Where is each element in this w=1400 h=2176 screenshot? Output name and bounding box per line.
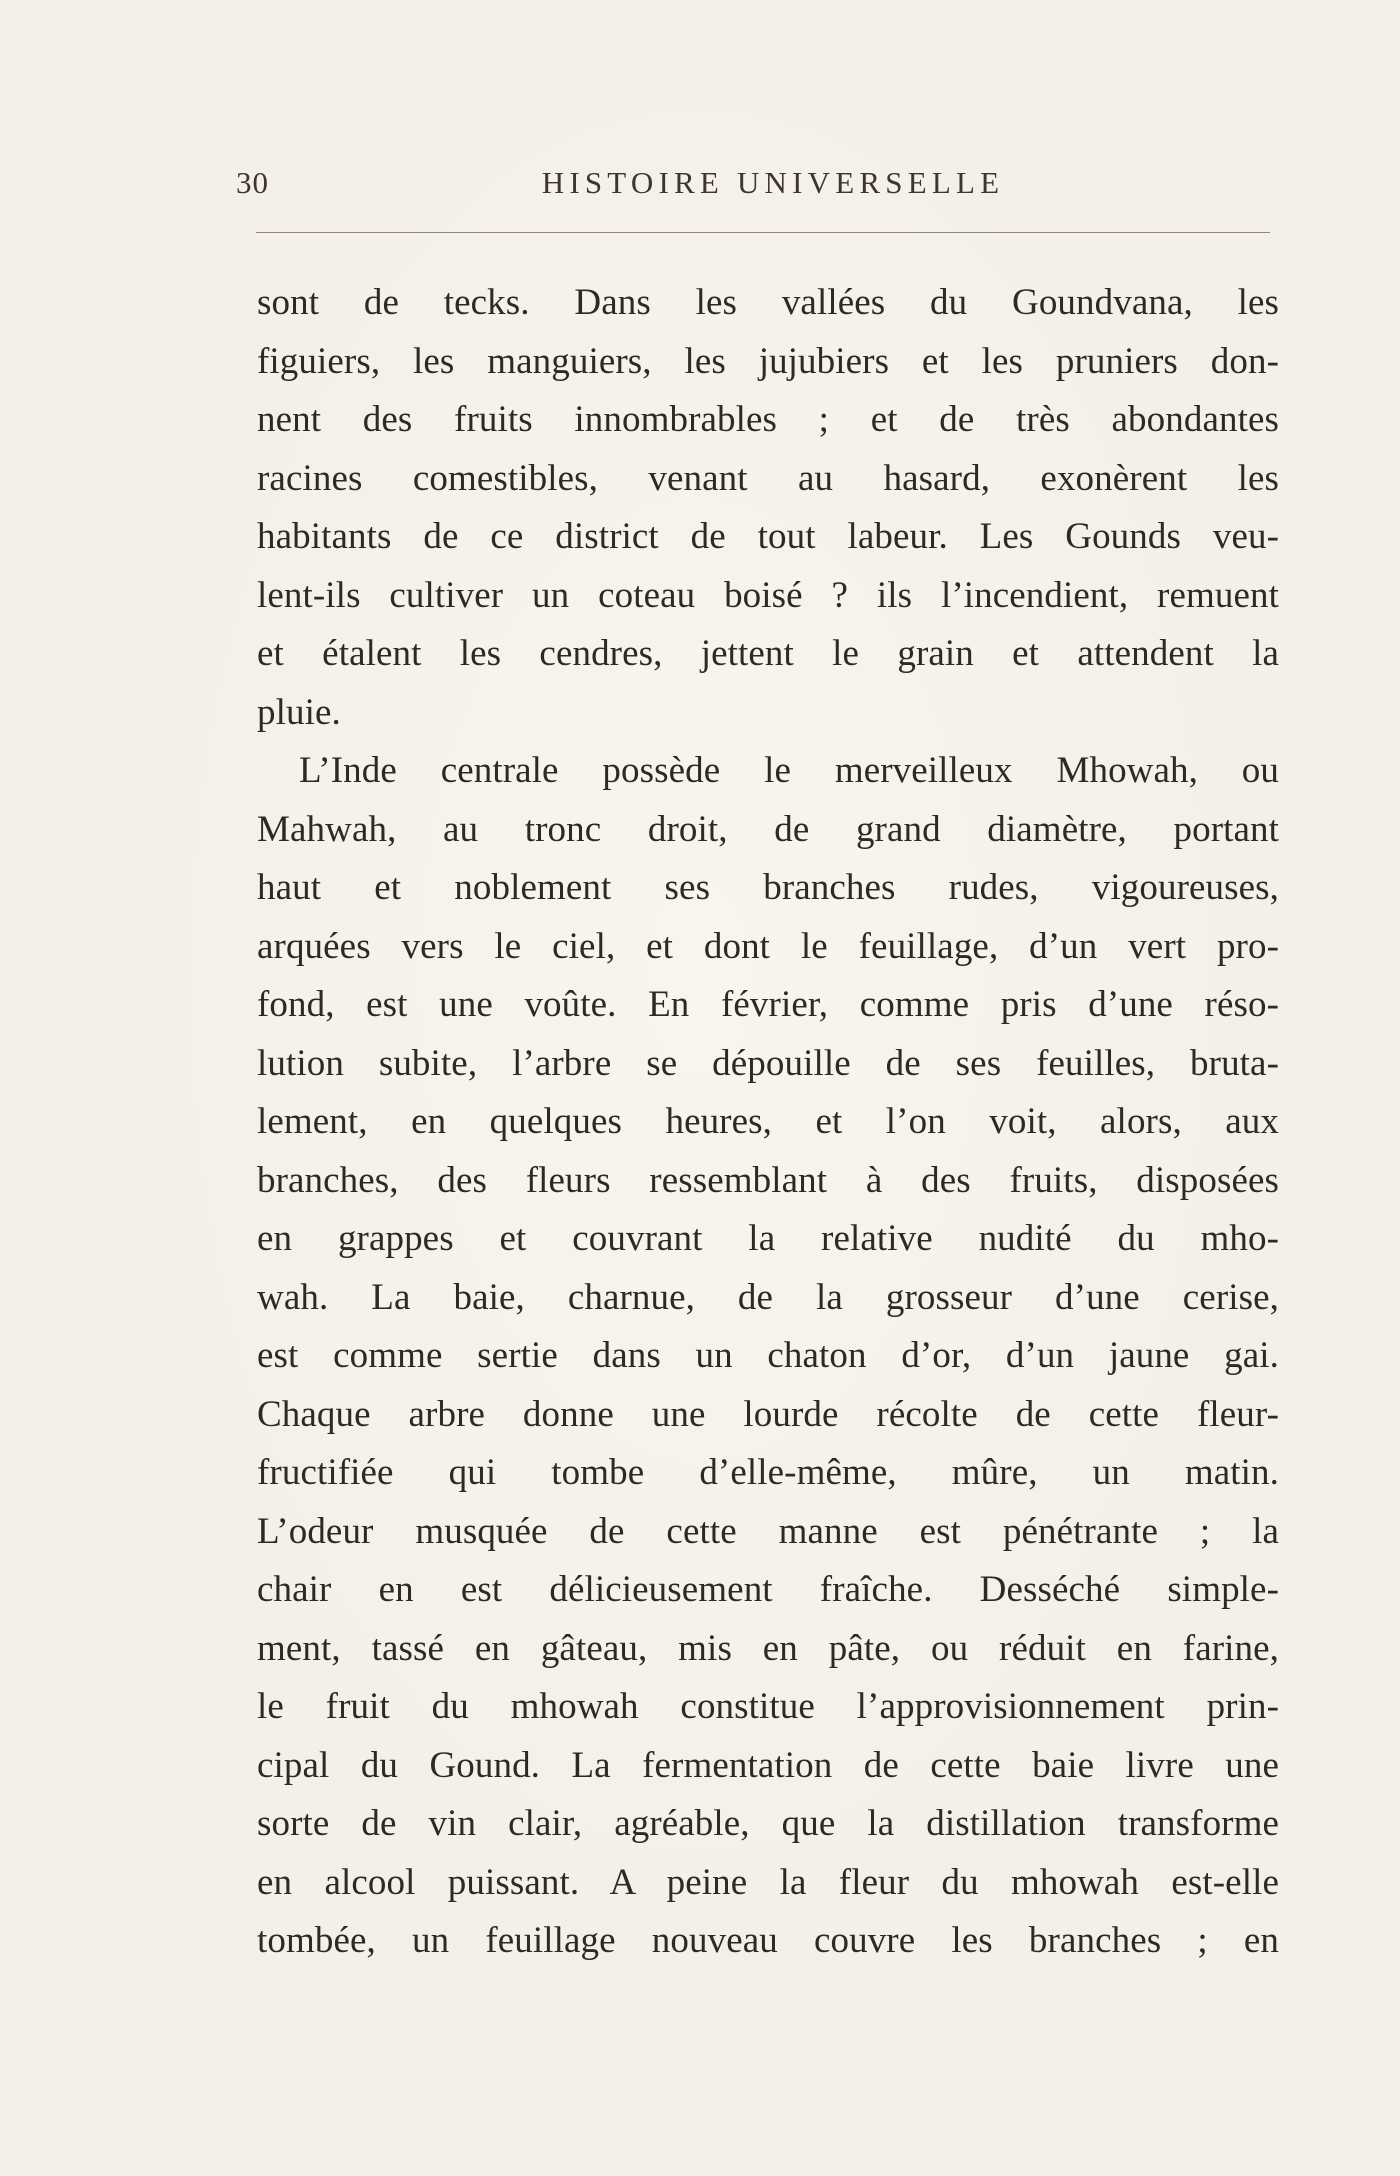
text-line: wah. La baie, charnue, de la grosseur d’une cerise,	[257, 1276, 1279, 1318]
text-line: habitants de ce district de tout labeur. Les Gounds veu-	[257, 516, 1279, 557]
text-line: lement, en quelques heures, et l’on voit, alors, aux	[257, 1101, 1279, 1142]
running-title: HISTOIRE UNIVERSELLE	[541, 165, 1005, 200]
paragraph-end-line: pluie.	[257, 691, 341, 733]
text-line: fructifiée qui tombe d’elle-même, mûre, un matin.	[257, 1452, 1279, 1493]
text-line: en alcool puissant. A peine la fleur du mhowah est-elle	[257, 1861, 1279, 1903]
paragraph-start-line: L’Inde centrale possède le merveilleux Mhowah, ou	[299, 750, 1279, 791]
text-line: sorte de vin clair, agréable, que la distillation transforme	[257, 1803, 1279, 1844]
text-line: le fruit du mhowah constitue l’approvisionnement prin-	[257, 1686, 1279, 1727]
text-line: fond, est une voûte. En février, comme pris d’une réso-	[257, 984, 1279, 1025]
text-line: figuiers, les manguiers, les jujubiers et les pruniers don-	[257, 340, 1279, 382]
text-line: sont de tecks. Dans les vallées du Goundvana, les	[257, 282, 1279, 323]
text-line: en grappes et couvrant la relative nudité du mho-	[257, 1218, 1279, 1259]
text-line: tombée, un feuillage nouveau couvre les branches ; en	[257, 1920, 1279, 1961]
text-line: Chaque arbre donne une lourde récolte de cette fleur-	[257, 1393, 1279, 1435]
text-line: lution subite, l’arbre se dépouille de ses feuilles, bruta-	[257, 1042, 1279, 1084]
text-line: L’odeur musquée de cette manne est pénétrante ; la	[257, 1510, 1279, 1552]
text-line: est comme sertie dans un chaton d’or, d’un jaune gai.	[257, 1335, 1279, 1376]
header-rule	[256, 232, 1270, 233]
text-line: chair en est délicieusement fraîche. Desséché simple-	[257, 1569, 1279, 1610]
text-line: lent-ils cultiver un coteau boisé ? ils l’incendient, remuent	[257, 574, 1279, 616]
text-line: nent des fruits innombrables ; et de très abondantes	[257, 399, 1279, 440]
body-text	[257, 274, 1279, 1971]
text-line: cipal du Gound. La fermentation de cette baie livre une	[257, 1744, 1279, 1786]
text-line: haut et noblement ses branches rudes, vigoureuses,	[257, 867, 1279, 908]
text-line: racines comestibles, venant au hasard, exonèrent les	[257, 457, 1279, 499]
text-line: arquées vers le ciel, et dont le feuillage, d’un vert pro-	[257, 925, 1279, 967]
running-head	[236, 165, 1270, 213]
text-line: et étalent les cendres, jettent le grain et attendent la	[257, 633, 1279, 674]
text-line: branches, des fleurs ressemblant à des fruits, disposées	[257, 1159, 1279, 1201]
page-number: 30	[236, 165, 269, 200]
text-line: Mahwah, au tronc droit, de grand diamètre, portant	[257, 808, 1279, 850]
text-line: ment, tassé en gâteau, mis en pâte, ou réduit en farine,	[257, 1627, 1279, 1669]
